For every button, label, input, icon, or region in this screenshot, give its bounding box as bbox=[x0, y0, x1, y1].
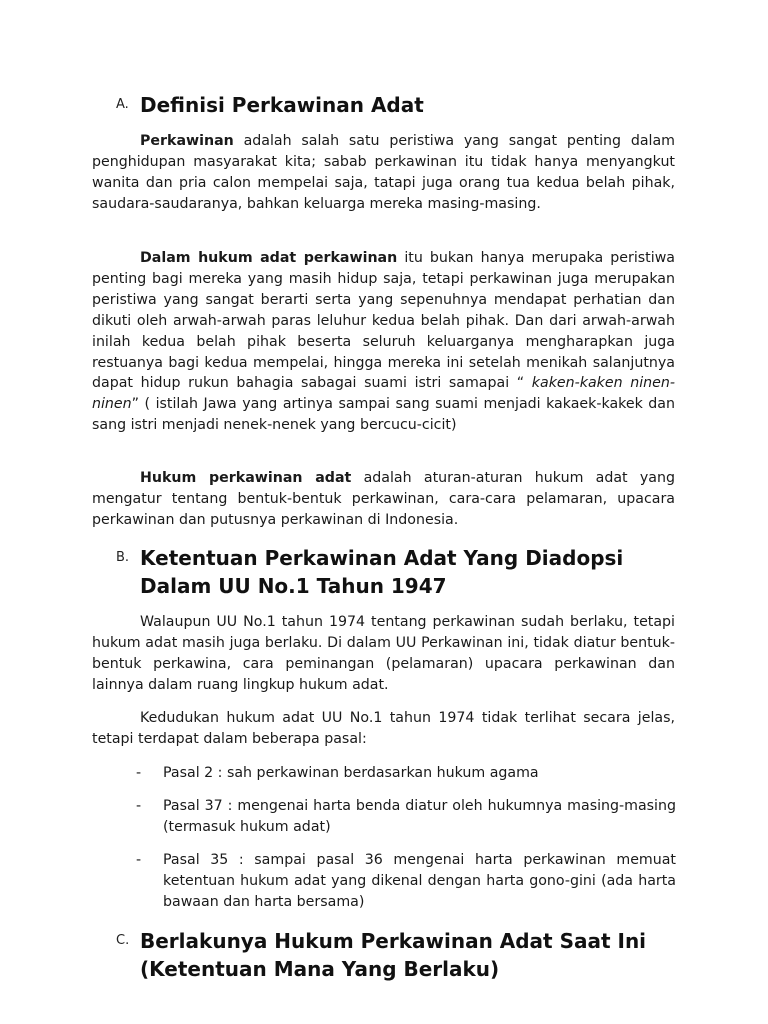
section-b-paragraph-1: Walaupun UU No.1 tahun 1974 tentang perkawinan sudah berlaku, tetapi hukum adat masih juga berlaku. Di dalam UU Perkawinan ini, tidak diatur bentuk-bentuk perkawina, cara peminangan (pelamaran) upacara perkawinan dan lainnya dalam ruang lingkup hukum adat. bbox=[92, 614, 675, 693]
section-a-paragraph-3 bbox=[92, 468, 675, 531]
section-a-p2-text2: ” ( istilah Jawa yang artinya sampai sang suami menjadi kakaek-kakek dan sang istri menjadi nenek-nenek yang bercucu-cicit) bbox=[92, 396, 675, 434]
list-item bbox=[136, 763, 676, 784]
pasal-list bbox=[136, 763, 676, 924]
section-c-title bbox=[140, 927, 646, 983]
section-b-title bbox=[140, 544, 623, 600]
section-b-marker: B. bbox=[116, 550, 130, 565]
section-a-p2-italic: kaken-kaken ninen-ninen bbox=[92, 375, 675, 413]
section-c-heading bbox=[116, 927, 676, 983]
list-item bbox=[136, 796, 676, 838]
section-a-paragraph-1 bbox=[92, 131, 675, 215]
list-dash: - bbox=[136, 851, 142, 868]
section-c-title-line-1: Berlakunya Hukum Perkawinan Adat Saat Ini bbox=[140, 929, 647, 953]
section-a-p2-text: itu bukan hanya merupaka peristiwa penting bagi mereka yang masih hidup saja, tetapi perkawinan juga merupakan peristiwa yang sangat berarti serta yang sepenuhnya mendapat perhatian dan dikuti oleh arwah-arwah paras leluhur kedua belah pihak. Dan dari arwah-arwah inilah kedua belah pihak beserta seluruh keluarganya mengharapkan juga restuanya bagi kedua mempelai, hingga mereka ini setelah menikah salanjutnya dapat hidup rukun bahagia sabagai suami istri samapai “ bbox=[92, 250, 675, 392]
section-a-p3-bold: Hukum perkawinan adat bbox=[140, 470, 352, 486]
section-a-p3-text: adalah aturan-aturan hukum adat yang mengatur tentang bentuk-bentuk perkawinan, cara-cara pelamaran, upacara perkawinan dan putusnya perkawinan di Indonesia. bbox=[92, 470, 675, 528]
section-a-p1-bold: Perkawinan bbox=[140, 133, 234, 149]
section-a-p2-bold: Dalam hukum adat perkawinan bbox=[140, 250, 398, 266]
section-a-p1-text: adalah salah satu peristiwa yang sangat penting dalam penghidupan masyarakat kita; sabab perkawinan itu tidak hanya menyangkut wanita dan pria calon mempelai saja, tatapi juga orang tua kedua belah pihak, saudara-saudaranya, bahkan keluarga mereka masing-masing. bbox=[92, 133, 675, 212]
section-b-title-line-1: Ketentuan Perkawinan Adat Yang Diadopsi bbox=[140, 546, 624, 570]
list-item-text: Pasal 2 : sah perkawinan berdasarkan hukum agama bbox=[163, 765, 539, 781]
section-a-title: Definisi Perkawinan Adat bbox=[140, 93, 424, 117]
section-b-title-line-2: Dalam UU No.1 Tahun 1947 bbox=[140, 574, 447, 598]
section-b-heading bbox=[116, 544, 676, 600]
list-item bbox=[136, 850, 676, 913]
section-b-paragraph-2: Kedudukan hukum adat UU No.1 tahun 1974 tidak terlihat secara jelas, tetapi terdapat dalam beberapa pasal: bbox=[92, 710, 675, 747]
section-a-marker: A. bbox=[116, 97, 129, 112]
section-a-heading bbox=[116, 91, 676, 119]
list-dash: - bbox=[136, 765, 142, 781]
list-item-text: Pasal 37 : mengenai harta benda diatur oleh hukumnya masing-masing (termasuk hukum adat) bbox=[163, 797, 676, 835]
list-item-text: Pasal 35 : sampai pasal 36 mengenai harta perkawinan memuat ketentuan hukum adat yang dikenal dengan harta gono-gini (ada harta bawaan dan harta bersama) bbox=[163, 851, 676, 910]
section-c-marker: C. bbox=[116, 933, 130, 948]
section-c-title-line-2: (Ketentuan Mana Yang Berlaku) bbox=[140, 957, 500, 981]
list-dash: - bbox=[136, 797, 142, 814]
section-a-paragraph-2 bbox=[92, 248, 675, 436]
